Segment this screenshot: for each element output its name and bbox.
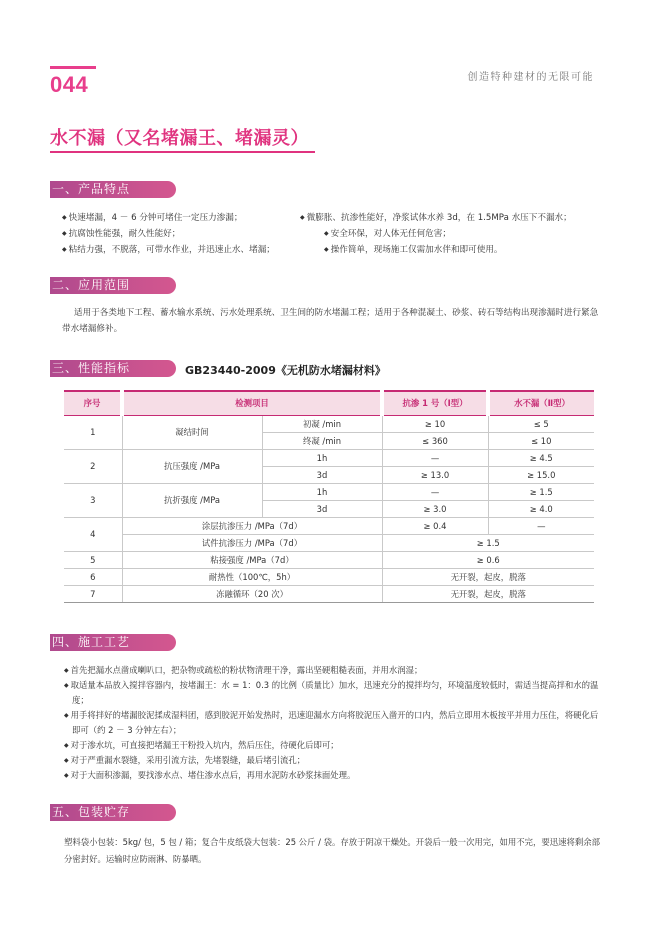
page-title: 水不漏（又名堵漏王、堵漏灵） (50, 128, 309, 149)
page-number: 044 (50, 72, 89, 97)
step-item: ◆ 首先把漏水点凿成喇叭口，把杂物或疏松的粉状物清理干净，露出坚硬粗糙表面，并用水润湿； (64, 663, 604, 678)
section-heading-construction: 四、施工工艺 (50, 634, 176, 651)
value-type2: ≥ 4.0 (488, 500, 594, 517)
section-heading-features: 一、产品特点 (50, 181, 176, 198)
sub-item: 初凝 /min (262, 415, 382, 432)
features-right-list (300, 210, 600, 258)
sub-item: 1h (262, 449, 382, 466)
section-heading-application: 二、应用范围 (50, 277, 176, 294)
table-row (64, 449, 594, 466)
table-row (64, 568, 594, 585)
row-number: 4 (64, 517, 122, 551)
value-merged: 无开裂，起皮，脱落 (382, 568, 594, 585)
table-row (64, 483, 594, 500)
section-heading-packaging: 五、包装贮存 (50, 804, 176, 821)
step-item: ◆ 对于严重漏水裂缝，采用引流方法，先堵裂缝，最后堵引流孔； (64, 753, 604, 768)
sub-item: 3d (262, 500, 382, 517)
section-heading-performance: 三、性能指标 (50, 360, 176, 377)
packaging-text: 塑料袋小包装：5kg/ 包，5 包 / 箱；复合牛皮纸袋大包装：25 公斤 / 袋。存放于阴凉干燥处。开袋后一般一次用完，如用不完，要迅速将剩余部分密封好。运输时应防雨淋、防暴晒。 (64, 837, 600, 864)
table-row (64, 551, 594, 568)
table-header-cell: 检测项目 (122, 391, 382, 415)
sub-item: 终凝 /min (262, 432, 382, 449)
test-item: 凝结时间 (122, 415, 262, 449)
row-number: 5 (64, 551, 122, 568)
feature-item: ◆ 粘结力强，不脱落，可带水作业，并迅速止水、堵漏； (62, 242, 302, 258)
table-header-cell: 抗渗 1 号（Ⅰ型） (382, 391, 488, 415)
step-item: ◆ 对于渗水坑，可直接把堵漏王干粉投入坑内，然后压住，待硬化后即可； (64, 738, 604, 753)
table-row (64, 517, 594, 534)
feature-item: ◆ 抗腐蚀性能强，耐久性能好； (62, 226, 302, 242)
features-left-list (62, 210, 302, 258)
feature-item: ◆ 安全环保，对人体无任何危害； (300, 226, 600, 242)
table-row (64, 585, 594, 602)
test-item: 涂层抗渗压力 /MPa（7d） (122, 517, 382, 534)
performance-table (64, 390, 594, 603)
step-item: ◆ 对于大面积渗漏，要找渗水点、堵住渗水点后，再用水泥防水砂浆抹面处理。 (64, 768, 604, 783)
value-type1: ≥ 0.4 (382, 517, 488, 534)
value-type2: ≥ 4.5 (488, 449, 594, 466)
value-type1: — (382, 483, 488, 500)
sub-item: 3d (262, 466, 382, 483)
table-header-cell: 水不漏（Ⅱ型） (488, 391, 594, 415)
row-number: 6 (64, 568, 122, 585)
test-item: 抗折强度 /MPa (122, 483, 262, 517)
row-number: 1 (64, 415, 122, 449)
application-text: 适用于各类地下工程、蓄水输水系统、污水处理系统、卫生间的防水堵漏工程；适用于各种混凝土、砂浆、砖石等结构出现渗漏时进行紧急带水堵漏修补。 (62, 308, 599, 334)
test-item: 抗压强度 /MPa (122, 449, 262, 483)
value-type2: ≥ 1.5 (488, 483, 594, 500)
table-row (64, 534, 594, 551)
feature-item: ◆ 快速堵漏，4 － 6 分钟可堵住一定压力渗漏； (62, 210, 302, 226)
tagline: 创造特种建材的无限可能 (467, 72, 594, 83)
table-header-row (64, 391, 594, 415)
title-underline (50, 151, 315, 153)
value-type1: ≥ 3.0 (382, 500, 488, 517)
test-item: 冻融循环（20 次） (122, 585, 382, 602)
value-type1: ≤ 360 (382, 432, 488, 449)
test-item: 粘接强度 /MPa（7d） (122, 551, 382, 568)
step-item: ◆ 取适量本品放入搅拌容器内，按堵漏王：水 = 1：0.3 的比例（质量比）加水，迅速充分的搅拌均匀，环境温度较低时，需适当提高拌和水的温度； (64, 678, 604, 708)
table-row (64, 415, 594, 432)
row-number: 2 (64, 449, 122, 483)
value-type1: — (382, 449, 488, 466)
sub-item: 1h (262, 483, 382, 500)
value-type1: ≥ 10 (382, 415, 488, 432)
row-number: 7 (64, 585, 122, 602)
value-type2: ≤ 10 (488, 432, 594, 449)
value-merged: ≥ 0.6 (382, 551, 594, 568)
table-header-cell: 序号 (64, 391, 122, 415)
value-type1: ≥ 13.0 (382, 466, 488, 483)
construction-steps (64, 663, 604, 783)
feature-item: ◆ 操作简单，现场施工仅需加水伴和即可使用。 (300, 242, 600, 258)
value-type2: ≥ 15.0 (488, 466, 594, 483)
value-type2: — (488, 517, 594, 534)
test-item: 耐热性（100℃，5h） (122, 568, 382, 585)
value-type2: ≤ 5 (488, 415, 594, 432)
step-item: ◆ 用手将拌好的堵漏胶泥揉成湿料团，感到胶泥开始发热时，迅速迎漏水方向将胶泥压入凿开的口内，然后立即用木板按平并用力压住，将硬化后即可（约 2 － 3 分钟左右）； (64, 708, 604, 738)
test-item: 试件抗渗压力 /MPa（7d） (122, 534, 382, 551)
feature-item: ◆ 微膨胀、抗渗性能好，净浆试体水养 3d，在 1.5MPa 水压下不漏水； (300, 210, 600, 226)
value-merged: 无开裂，起皮，脱落 (382, 585, 594, 602)
row-number: 3 (64, 483, 122, 517)
value-merged: ≥ 1.5 (382, 534, 594, 551)
standard-title: GB23440-2009《无机防水堵漏材料》 (185, 364, 386, 377)
page-number-bar (50, 66, 96, 69)
